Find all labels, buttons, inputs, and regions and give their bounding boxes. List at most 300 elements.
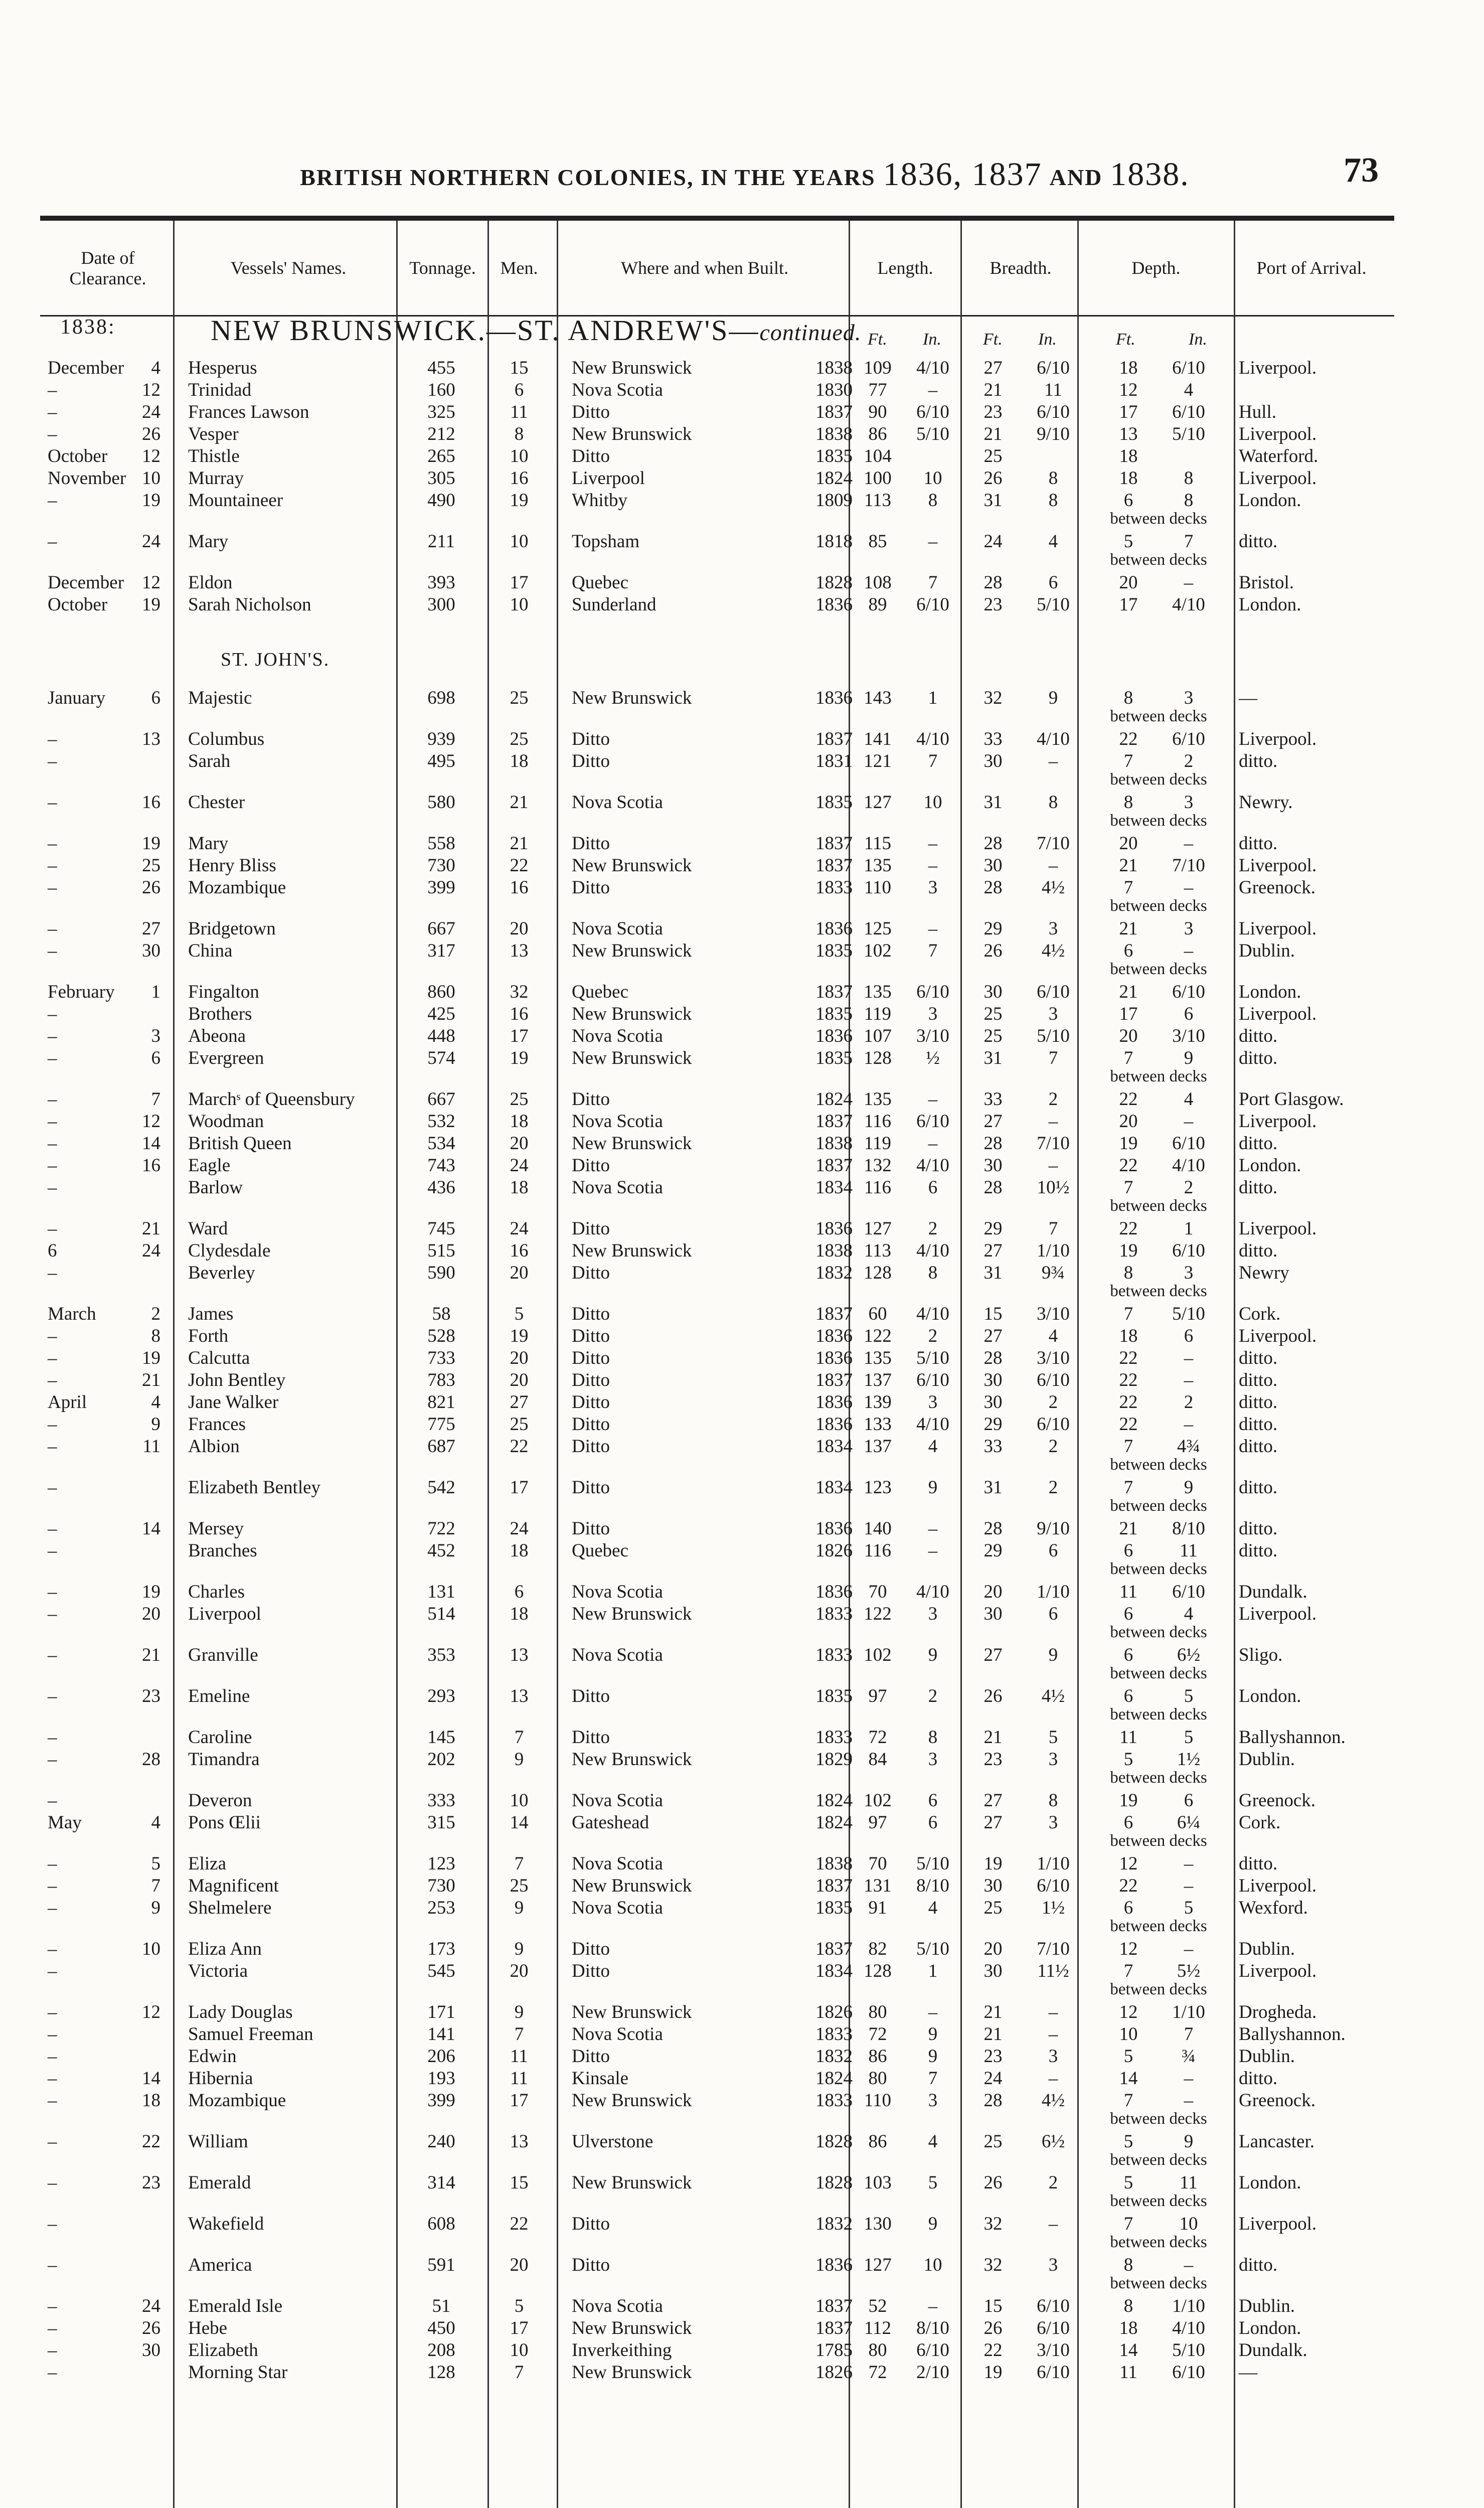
vessel-name: Victoria <box>188 1961 248 1981</box>
men-value: 9 <box>514 1939 524 1959</box>
tonnage-value: 436 <box>427 1177 455 1198</box>
depth-ft: 5 <box>1123 2131 1133 2152</box>
depth-ft: 17 <box>1119 594 1138 615</box>
breadth-in: 6/10 <box>1037 1875 1070 1896</box>
year-built: 1835 <box>815 1004 853 1024</box>
breadth-ft: 15 <box>983 1304 1003 1324</box>
breadth-in: 10½ <box>1037 1177 1070 1198</box>
year-built: 1838 <box>815 1240 853 1261</box>
vessel-name: Columbus <box>188 729 265 749</box>
clearance-month: – <box>48 1853 57 1874</box>
length-ft: 130 <box>864 2214 892 2234</box>
length-in: 4/10 <box>916 1582 949 1602</box>
men-value: 13 <box>510 1645 529 1665</box>
length-in: 4 <box>928 2131 938 2152</box>
breadth-ft: 26 <box>983 941 1003 961</box>
length-in: 3 <box>928 2090 938 2111</box>
clearance-day: 19 <box>142 594 160 615</box>
where-built: Ditto <box>572 1370 610 1390</box>
breadth-ft: 33 <box>983 1089 1003 1110</box>
clearance-day: 14 <box>142 1133 160 1154</box>
breadth-in: 3 <box>1048 2255 1058 2275</box>
men-value: 22 <box>510 1436 529 1457</box>
length-in: 9 <box>928 2024 938 2045</box>
men-value: 18 <box>510 1177 529 1198</box>
depth-ft: 17 <box>1119 1004 1138 1024</box>
port-of-arrival: Bristol. <box>1239 572 1294 593</box>
port-of-arrival: ditto. <box>1239 531 1278 552</box>
vessel-name: Lady Douglas <box>188 2002 293 2022</box>
length-ft: 90 <box>868 402 887 422</box>
depth-in: 1 <box>1184 1218 1194 1239</box>
where-built: New Brunswick <box>572 2318 692 2338</box>
vessel-name: Albion <box>188 1436 240 1457</box>
clearance-month: – <box>48 1436 57 1457</box>
depth-in: 7/10 <box>1172 855 1205 876</box>
vessel-name: Emerald Isle <box>188 2296 282 2316</box>
clearance-month: – <box>48 1939 57 1959</box>
where-built: Ditto <box>572 1304 610 1324</box>
where-built: Ditto <box>572 1939 610 1959</box>
clearance-month: – <box>48 2131 57 2152</box>
men-value: 10 <box>510 2340 529 2361</box>
clearance-day: 12 <box>142 1111 160 1132</box>
depth-ft: 6 <box>1123 1898 1133 1918</box>
tonnage-value: 574 <box>427 1048 455 1068</box>
where-built: New Brunswick <box>572 1604 692 1624</box>
port-of-arrival: Drogheda. <box>1239 2002 1317 2022</box>
year-built: 1835 <box>815 1898 853 1918</box>
breadth-ft: 30 <box>983 1155 1003 1176</box>
depth-in: 5 <box>1184 1686 1194 1706</box>
depth-ft: 21 <box>1119 1518 1138 1539</box>
men-value: 19 <box>510 490 529 511</box>
col-tonnage: Tonnage. <box>409 258 476 278</box>
length-in: 7 <box>928 941 938 961</box>
tonnage-value: 698 <box>427 688 455 708</box>
men-value: 25 <box>510 688 529 708</box>
breadth-ft: 26 <box>983 1686 1003 1706</box>
length-in: – <box>928 380 938 400</box>
men-value: 10 <box>510 531 529 552</box>
breadth-in: – <box>1048 1155 1058 1176</box>
men-value: 9 <box>514 1898 524 1918</box>
where-built: New Brunswick <box>572 941 692 961</box>
men-value: 17 <box>510 572 529 593</box>
section-year: 1838: <box>60 316 116 339</box>
where-built: Nova Scotia <box>572 380 663 400</box>
vessel-name: Sarah Nicholson <box>188 594 311 615</box>
page-header <box>0 150 1484 206</box>
where-built: Ditto <box>572 877 610 898</box>
depth-in: 5/10 <box>1172 1304 1205 1324</box>
clearance-month: – <box>48 1177 57 1198</box>
depth-ft: 7 <box>1123 1961 1133 1981</box>
tonnage-value: 131 <box>427 1582 455 1602</box>
tonnage-value: 450 <box>427 2318 455 2338</box>
vessel-name: Eliza <box>188 1853 227 1874</box>
men-value: 25 <box>510 1089 529 1110</box>
vessel-name: Marchˢ of Queensbury <box>188 1089 355 1110</box>
port-of-arrival: Lancaster. <box>1239 2131 1314 2152</box>
depth-in: 1/10 <box>1172 2296 1205 2316</box>
length-ft: 137 <box>864 1436 892 1457</box>
tonnage-value: 730 <box>427 855 455 876</box>
depth-ft: 20 <box>1119 572 1138 593</box>
depth-ft: 5 <box>1123 2046 1133 2067</box>
length-in: 6 <box>928 1177 938 1198</box>
clearance-day: 1 <box>151 982 160 1002</box>
breadth-in: 9 <box>1048 1645 1058 1665</box>
length-in: 3 <box>928 877 938 898</box>
men-value: 19 <box>510 1048 529 1068</box>
length-ft: 119 <box>864 1004 892 1024</box>
breadth-ft: 30 <box>983 982 1003 1002</box>
port-of-arrival: ditto. <box>1239 1177 1278 1198</box>
port-of-arrival: ditto. <box>1239 1026 1278 1046</box>
length-in: 10 <box>923 792 942 813</box>
depth-in: 8/10 <box>1172 1518 1205 1539</box>
year-built: 1834 <box>815 1436 853 1457</box>
length-ft: 113 <box>864 1240 892 1261</box>
men-value: 16 <box>510 1004 529 1024</box>
clearance-month: – <box>48 941 57 961</box>
breadth-ft: 27 <box>983 358 1003 378</box>
tonnage-value: 141 <box>427 2024 455 2045</box>
tonnage-value: 542 <box>427 1477 455 1498</box>
vessel-name: Bridgetown <box>188 918 276 939</box>
clearance-month: – <box>48 2172 57 2193</box>
where-built: Ditto <box>572 1727 610 1748</box>
men-value: 8 <box>514 424 524 444</box>
breadth-ft: 25 <box>983 1898 1003 1918</box>
men-value: 16 <box>510 877 529 898</box>
men-value: 9 <box>514 1749 524 1770</box>
year-built: 1824 <box>815 1812 853 1833</box>
tonnage-value: 293 <box>427 1686 455 1706</box>
length-in: 5/10 <box>916 1348 949 1368</box>
where-built: Sunderland <box>572 594 656 615</box>
title-years: 1836, 1837 <box>883 156 1042 193</box>
tonnage-value: 212 <box>427 424 455 444</box>
men-value: 20 <box>510 1961 529 1981</box>
breadth-ft: 23 <box>983 594 1003 615</box>
vessel-name: Vesper <box>188 424 239 444</box>
breadth-in: 1/10 <box>1037 1240 1070 1261</box>
men-value: 21 <box>510 833 529 854</box>
length-ft: 116 <box>864 1111 892 1132</box>
vessel-name: Morning Star <box>188 2362 288 2383</box>
depth-in: 6/10 <box>1172 2362 1205 2383</box>
between-decks-note: between decks <box>1110 812 1207 830</box>
vessel-name: Thistle <box>188 446 240 466</box>
vessel-name: Branches <box>188 1540 257 1561</box>
clearance-day: 26 <box>142 2318 160 2338</box>
tonnage-value: 353 <box>427 1645 455 1665</box>
tonnage-value: 317 <box>427 941 455 961</box>
year-built: 1838 <box>815 358 853 378</box>
port-of-arrival: Liverpool. <box>1239 1875 1317 1896</box>
port-of-arrival: Liverpool. <box>1239 1604 1317 1624</box>
clearance-month: – <box>48 424 57 444</box>
where-built: Ditto <box>572 833 610 854</box>
where-built: New Brunswick <box>572 688 692 708</box>
length-in: ½ <box>926 1048 940 1068</box>
length-in: 8/10 <box>916 1875 949 1896</box>
year-built: 1832 <box>815 2046 853 2067</box>
breadth-ft: 28 <box>983 1518 1003 1539</box>
depth-in: 5/10 <box>1172 424 1205 444</box>
port-of-arrival: ditto. <box>1239 2068 1278 2089</box>
depth-in: – <box>1184 2090 1194 2111</box>
year-built: 1835 <box>815 941 853 961</box>
breadth-in: 6/10 <box>1037 2362 1070 2383</box>
breadth-in: 4½ <box>1041 877 1065 898</box>
port-of-arrival: ditto. <box>1239 833 1278 854</box>
year-built: 1835 <box>815 446 853 466</box>
length-in: 4/10 <box>916 1240 949 1261</box>
where-built: Kinsale <box>572 2068 629 2089</box>
depth-ft: 5 <box>1123 1749 1133 1770</box>
breadth-ft: 25 <box>983 1004 1003 1024</box>
vessel-name: Ward <box>188 1218 228 1239</box>
breadth-in: 11½ <box>1037 1961 1069 1981</box>
port-of-arrival: ditto. <box>1239 1133 1278 1154</box>
clearance-month: December <box>48 572 124 593</box>
depth-ft-unit: Ft. <box>1116 330 1135 349</box>
depth-ft: 18 <box>1119 2318 1138 2338</box>
year-built: 1818 <box>815 531 853 552</box>
length-in: 3 <box>928 1392 938 1413</box>
col-where-built: Where and when Built. <box>621 258 788 278</box>
tonnage-value: 515 <box>427 1240 455 1261</box>
breadth-ft: 25 <box>983 1026 1003 1046</box>
breadth-in: 3 <box>1048 1749 1058 1770</box>
depth-ft: 8 <box>1123 2255 1133 2275</box>
vessel-name: Caroline <box>188 1727 252 1748</box>
where-built: Ditto <box>572 2214 610 2234</box>
port-of-arrival: — <box>1239 2362 1257 2383</box>
breadth-in: 8 <box>1048 490 1058 511</box>
men-value: 15 <box>510 2172 529 2193</box>
vessel-name: Mersey <box>188 1518 244 1539</box>
clearance-month: – <box>48 531 57 552</box>
depth-ft: 22 <box>1119 1155 1138 1176</box>
between-decks-note: between decks <box>1110 2274 1207 2292</box>
breadth-ft: 31 <box>983 1048 1003 1068</box>
vessel-name: Emerald <box>188 2172 251 2193</box>
length-in: 6/10 <box>916 594 949 615</box>
port-of-arrival: London. <box>1239 594 1301 615</box>
year-built: 1832 <box>815 2214 853 2234</box>
length-ft-unit: Ft. <box>868 330 887 349</box>
length-in: 8 <box>928 1727 938 1748</box>
length-ft: 131 <box>864 1875 892 1896</box>
clearance-month: – <box>48 833 57 854</box>
breadth-ft: 25 <box>983 2131 1003 2152</box>
vessel-name: Beverley <box>188 1263 255 1283</box>
men-value: 17 <box>510 2318 529 2338</box>
breadth-in: 2 <box>1048 1436 1058 1457</box>
port-of-arrival: ditto. <box>1239 1540 1278 1561</box>
length-in-unit: In. <box>923 330 941 349</box>
between-decks-note: between decks <box>1110 1917 1207 1935</box>
where-built: Nova Scotia <box>572 1853 663 1874</box>
vessel-name: John Bentley <box>188 1370 286 1390</box>
port-of-arrival: Newry <box>1239 1263 1289 1283</box>
men-value: 19 <box>510 1326 529 1346</box>
length-in: 3/10 <box>916 1026 949 1046</box>
port-of-arrival: Liverpool. <box>1239 2214 1317 2234</box>
where-built: New Brunswick <box>572 1048 692 1068</box>
clearance-month: – <box>48 2046 57 2067</box>
year-built: 1826 <box>815 1540 853 1561</box>
clearance-day: 12 <box>142 380 160 400</box>
clearance-month: – <box>48 2255 57 2275</box>
year-built: 1838 <box>815 1133 853 1154</box>
length-ft: 127 <box>864 2255 892 2275</box>
page-title: BRITISH NORTHERN COLONIES, IN THE YEARS 1836, 1837 AND 1838. <box>300 156 1190 193</box>
breadth-ft: 28 <box>983 833 1003 854</box>
vessel-name: Clydesdale <box>188 1240 271 1261</box>
vessel-name: Woodman <box>188 1111 264 1132</box>
breadth-in: 3/10 <box>1037 2340 1070 2361</box>
col-vessels-names: Vessels' Names. <box>230 258 347 278</box>
men-value: 20 <box>510 1133 529 1154</box>
length-ft: 89 <box>868 594 887 615</box>
breadth-in: 6/10 <box>1037 1370 1070 1390</box>
vessel-name: James <box>188 1304 234 1324</box>
clearance-month: – <box>48 1004 57 1024</box>
year-built: 1837 <box>815 1370 853 1390</box>
clearance-month: January <box>48 688 106 708</box>
length-ft: 97 <box>868 1812 887 1833</box>
depth-in: 6¼ <box>1177 1812 1201 1833</box>
col-depth: Depth. <box>1131 258 1181 278</box>
vessel-name: Sarah <box>188 751 231 771</box>
year-built: 1836 <box>815 1582 853 1602</box>
depth-in: 4 <box>1184 380 1194 400</box>
between-decks-note: between decks <box>1110 1664 1207 1682</box>
year-built: 1835 <box>815 792 853 813</box>
year-built: 1824 <box>815 1089 853 1110</box>
breadth-ft: 32 <box>983 2214 1003 2234</box>
vessel-name: Charles <box>188 1582 245 1602</box>
year-built: 1837 <box>815 402 853 422</box>
breadth-in: 3 <box>1048 1812 1058 1833</box>
length-in: 7 <box>928 2068 938 2089</box>
depth-ft: 6 <box>1123 1686 1133 1706</box>
length-ft: 72 <box>868 2024 887 2045</box>
clearance-month: – <box>48 877 57 898</box>
tonnage-value: 545 <box>427 1961 455 1981</box>
vessel-name: Majestic <box>188 688 252 708</box>
depth-ft: 6 <box>1123 1645 1133 1665</box>
between-decks-note: between decks <box>1110 770 1207 789</box>
clearance-month: – <box>48 1961 57 1981</box>
vessel-name: Mary <box>188 531 229 552</box>
breadth-in: 3/10 <box>1037 1304 1070 1324</box>
depth-in: 5 <box>1184 1898 1194 1918</box>
clearance-day: 26 <box>142 424 160 444</box>
breadth-in: – <box>1048 751 1058 771</box>
length-ft: 132 <box>864 1155 892 1176</box>
clearance-month: – <box>48 2002 57 2022</box>
breadth-in: 3 <box>1048 2046 1058 2067</box>
vessel-name: Mozambique <box>188 877 286 898</box>
length-in: 7 <box>928 751 938 771</box>
year-built: 1837 <box>815 982 853 1002</box>
depth-ft: 6 <box>1123 941 1133 961</box>
depth-ft: 19 <box>1119 1790 1138 1811</box>
year-built: 1833 <box>815 1645 853 1665</box>
breadth-in: 3/10 <box>1037 1348 1070 1368</box>
depth-in: – <box>1184 2068 1194 2089</box>
year-built: 1836 <box>815 594 853 615</box>
port-of-arrival: Ballyshannon. <box>1239 2024 1346 2045</box>
vessel-name: British Queen <box>188 1133 292 1154</box>
clearance-day: 4 <box>151 1812 160 1833</box>
clearance-month: – <box>48 1348 57 1368</box>
breadth-ft: 21 <box>983 424 1003 444</box>
depth-in: – <box>1184 1414 1194 1435</box>
men-value: 17 <box>510 2090 529 2111</box>
clearance-month: – <box>48 2068 57 2089</box>
length-ft: 135 <box>864 982 892 1002</box>
breadth-in: 4 <box>1048 531 1058 552</box>
depth-ft: 7 <box>1123 877 1133 898</box>
clearance-month: October <box>48 446 108 466</box>
tonnage-value: 687 <box>427 1436 455 1457</box>
breadth-ft: 27 <box>983 1111 1003 1132</box>
clearance-month: – <box>48 1048 57 1068</box>
tonnage-value: 528 <box>427 1326 455 1346</box>
breadth-ft: 32 <box>983 2255 1003 2275</box>
clearance-day: 27 <box>142 918 160 939</box>
breadth-in: 6/10 <box>1037 402 1070 422</box>
length-in: 10 <box>923 2255 942 2275</box>
year-built: 1828 <box>815 2172 853 2193</box>
breadth-in: 6 <box>1048 1604 1058 1624</box>
breadth-ft: 23 <box>983 2046 1003 2067</box>
depth-in: ¾ <box>1182 2046 1196 2067</box>
tonnage-value: 821 <box>427 1392 455 1413</box>
length-ft: 139 <box>864 1392 892 1413</box>
breadth-ft: 30 <box>983 1392 1003 1413</box>
men-value: 20 <box>510 2255 529 2275</box>
men-value: 25 <box>510 729 529 749</box>
vessel-name: China <box>188 941 233 961</box>
depth-in: 3 <box>1184 792 1194 813</box>
tonnage-value: 425 <box>427 1004 455 1024</box>
column-divider <box>487 221 489 2508</box>
clearance-day: 21 <box>142 1645 160 1665</box>
length-ft: 102 <box>864 1790 892 1811</box>
breadth-in: 2 <box>1048 2172 1058 2193</box>
port-of-arrival: Sligo. <box>1239 1645 1283 1665</box>
depth-in: 8 <box>1184 468 1194 489</box>
port-of-arrival: Dublin. <box>1239 2296 1295 2316</box>
where-built: Ditto <box>572 1518 610 1539</box>
breadth-ft: 30 <box>983 1370 1003 1390</box>
port-of-arrival: ditto. <box>1239 1414 1278 1435</box>
port-of-arrival: ditto. <box>1239 1477 1278 1498</box>
port-of-arrival: Cork. <box>1239 1812 1281 1833</box>
breadth-in: 5/10 <box>1037 594 1070 615</box>
port-of-arrival: Liverpool. <box>1239 1326 1317 1346</box>
col-men: Men. <box>500 258 538 278</box>
breadth-in: 7/10 <box>1037 1133 1070 1154</box>
